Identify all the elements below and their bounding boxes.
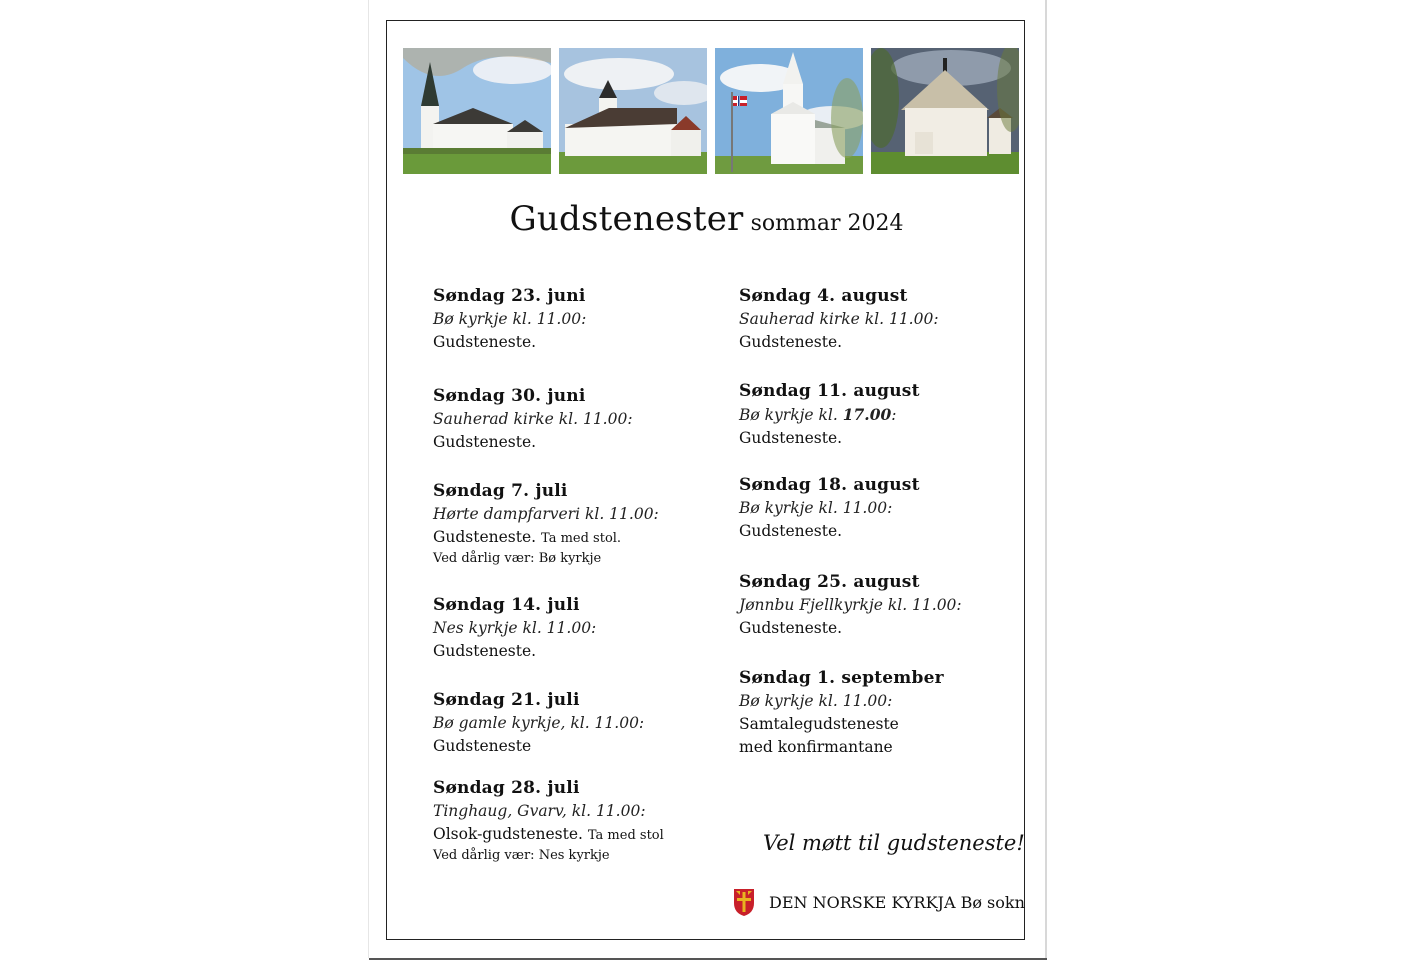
event-desc: Gudsteneste. (739, 333, 843, 351)
church-photo-1 (403, 48, 551, 174)
event-place: Jønnbu Fjellkyrkje kl. 11.00: (739, 596, 962, 614)
page-edge-right (1045, 0, 1047, 958)
event-right-2 (739, 380, 920, 450)
event-place: Bø kyrkje kl. 11.00: (433, 310, 587, 328)
event-desc-2: med konfirmantane (739, 738, 893, 756)
event-desc: Samtalegudsteneste (739, 715, 899, 733)
event-extra: Ta med stol (587, 828, 664, 843)
event-time-highlight: 17.00 (842, 405, 892, 424)
footer-signature (733, 887, 1025, 917)
event-day: Søndag 11. august (739, 381, 920, 401)
event-day: Søndag 30. juni (433, 386, 586, 406)
event-right-1 (739, 285, 939, 354)
event-place: Nes kyrkje kl. 11.00: (433, 619, 597, 637)
event-desc: Gudsteneste (433, 737, 532, 755)
event-note: Ved dårlig vær: Nes kyrkje (433, 848, 610, 863)
event-place-suffix: : (891, 406, 897, 424)
event-day: Søndag 21. juli (433, 690, 580, 710)
event-left-5 (433, 689, 644, 758)
church-photo-strip (403, 48, 1021, 174)
event-day: Søndag 4. august (739, 286, 908, 306)
event-note: Ved dårlig vær: Bø kyrkje (433, 551, 602, 566)
footer-text: DEN NORSKE KYRKJA Bø sokn (769, 892, 1025, 912)
welcome-message: Vel møtt til gudsteneste! (763, 831, 1025, 855)
event-place: Sauherad kirke kl. 11.00: (739, 310, 939, 328)
event-place: Hørte dampfarveri kl. 11.00: (433, 505, 659, 523)
event-right-3 (739, 474, 920, 543)
event-desc: Gudsteneste. (739, 619, 843, 637)
page-edge-bottom (369, 958, 1047, 960)
event-desc: Gudsteneste. (739, 522, 843, 540)
event-left-4 (433, 594, 596, 663)
event-place: Sauherad kirke kl. 11.00: (433, 410, 633, 428)
poster-frame (386, 20, 1025, 940)
church-photo-4 (871, 48, 1019, 174)
title-main: Gudstenester (509, 199, 744, 239)
church-shield-logo-icon (733, 887, 755, 917)
event-place: Bø kyrkje kl. 11.00: (739, 499, 893, 517)
event-day: Søndag 7. juli (433, 481, 568, 501)
title-sub: sommar 2024 (750, 211, 904, 236)
event-day: Søndag 25. august (739, 572, 920, 592)
event-left-6 (433, 777, 664, 865)
event-desc: Gudsteneste. (433, 333, 537, 351)
event-desc-line (433, 526, 659, 550)
event-right-4 (739, 571, 962, 640)
page-edge-left (368, 0, 369, 958)
event-desc: Gudsteneste. (433, 433, 537, 451)
event-left-2 (433, 385, 633, 454)
event-right-5 (739, 667, 944, 759)
event-left-1 (433, 285, 586, 354)
event-left-3 (433, 480, 659, 568)
event-desc: Gudsteneste. (433, 642, 537, 660)
event-desc: Olsok-gudsteneste. (433, 825, 583, 843)
event-day: Søndag 18. august (739, 475, 920, 495)
event-extra: Ta med stol. (541, 531, 622, 546)
church-photo-2 (559, 48, 707, 174)
event-desc: Gudsteneste. (433, 528, 537, 546)
event-place: Bø kyrkje kl. (739, 406, 838, 424)
event-day: Søndag 14. juli (433, 595, 580, 615)
event-place-line (739, 403, 920, 427)
event-day: Søndag 23. juni (433, 286, 586, 306)
event-day: Søndag 1. september (739, 668, 944, 688)
event-day: Søndag 28. juli (433, 778, 580, 798)
event-place: Tinghaug, Gvarv, kl. 11.00: (433, 802, 646, 820)
page-title (387, 199, 1026, 239)
event-place: Bø gamle kyrkje, kl. 11.00: (433, 714, 645, 732)
event-desc: Gudsteneste. (739, 429, 843, 447)
event-desc-line (433, 823, 664, 847)
event-place: Bø kyrkje kl. 11.00: (739, 692, 893, 710)
church-photo-3 (715, 48, 863, 174)
